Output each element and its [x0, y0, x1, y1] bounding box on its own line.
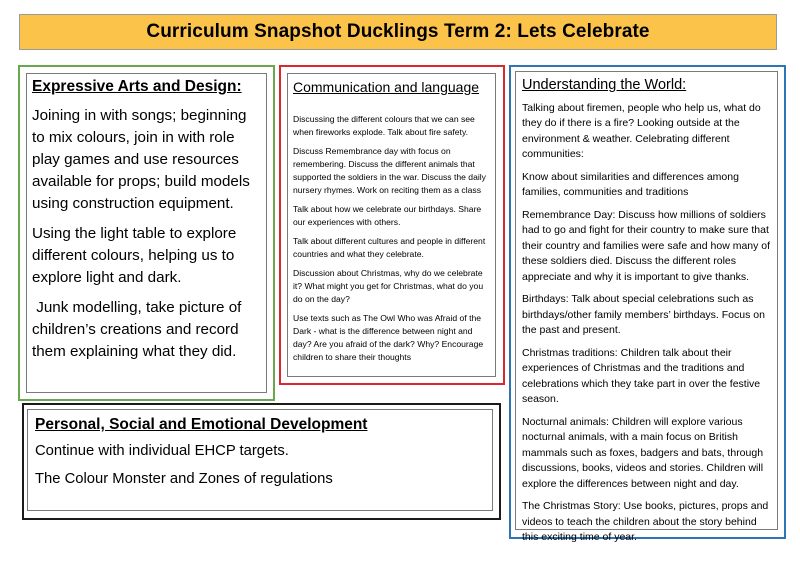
- understanding-world-paragraph: Know about similarities and differences among families, communities and traditions: [522, 170, 739, 199]
- understanding-world-paragraph: Talking about firemen, people who help us, what do they do if there is a fire? Looking outside at the environment & weather. Celebrating different communities:: [522, 101, 761, 161]
- expressive-arts-paragraph: Junk modelling, take picture of children’s creations and record them explaining what they did.: [32, 298, 246, 360]
- communication-paragraph: Discussing the different colours that we can see when fireworks explode. Talk about fire safety.: [293, 114, 475, 138]
- communication-paragraph: Talk about how we celebrate our birthdays. Share our experiences with others.: [293, 204, 482, 228]
- understanding-world-panel: [515, 71, 778, 544]
- communication-paragraph: Discuss Remembrance day with focus on remembering. Discuss the different animals that supported the soldiers in the war. Discuss the daily nursery rhymes. Work on reciting them as a class: [293, 146, 486, 196]
- communication-paragraph: Use texts such as The Owl Who was Afraid of the Dark - what is the difference between night and day? Are you afraid of the dark? Why? Encourage children to share their thoughts: [293, 313, 484, 363]
- page-title: Curriculum Snapshot Ducklings Term 2: Lets Celebrate: [146, 21, 650, 42]
- understanding-world-heading: Understanding the World:: [522, 77, 687, 93]
- understanding-world-paragraph: Remembrance Day: Discuss how millions of soldiers had to go and fight for their country to make sure that their country and families were safe and how many of these soldiers died. Discuss the different roles appreciate and why it is important to give thanks.: [522, 208, 771, 283]
- communication-paragraph: Talk about different cultures and people in different countries and what they celebrate.: [293, 236, 486, 260]
- pse-paragraph: The Colour Monster and Zones of regulations: [35, 470, 333, 487]
- pse-panel: [27, 409, 493, 511]
- pse-paragraph: Continue with individual EHCP targets.: [35, 442, 289, 459]
- understanding-world-paragraph: Nocturnal animals: Children will explore various nocturnal animals, with a main focus on British mammals such as foxes, badgers and bats, through discussions, books, videos and stories. Children will explore the differences between night and day.: [522, 415, 764, 490]
- understanding-world-paragraph: Christmas traditions: Children talk about their experiences of Christmas and the traditions and celebrations which they take part in over the festive season.: [522, 346, 761, 406]
- communication-heading: Communication and language: [293, 79, 480, 95]
- expressive-arts-paragraph: Joining in with songs; beginning to mix colours, join in with role play games and use resources available for props; build models using construction equipment.: [32, 106, 250, 212]
- understanding-world-paragraph: The Christmas Story: Use books, pictures, props and videos to teach the children about the story behind this exciting time of year.: [522, 500, 769, 544]
- understanding-world-paragraph: Birthdays: Talk about special celebrations such as birthdays/other family members’ birthdays. Focus on the past and present.: [522, 293, 765, 337]
- pse-heading: Personal, Social and Emotional Development: [35, 416, 368, 433]
- expressive-arts-panel: [26, 73, 267, 393]
- expressive-arts-heading: Expressive Arts and Design:: [32, 78, 242, 95]
- expressive-arts-paragraph: Using the light table to explore different colours, helping us to explore light and dark.: [32, 224, 237, 286]
- title-banner: [19, 14, 777, 50]
- communication-panel: [287, 73, 496, 377]
- communication-paragraph: Discussion about Christmas, why do we celebrate it? What might you get for Christmas, what do you do on the day?: [293, 268, 484, 305]
